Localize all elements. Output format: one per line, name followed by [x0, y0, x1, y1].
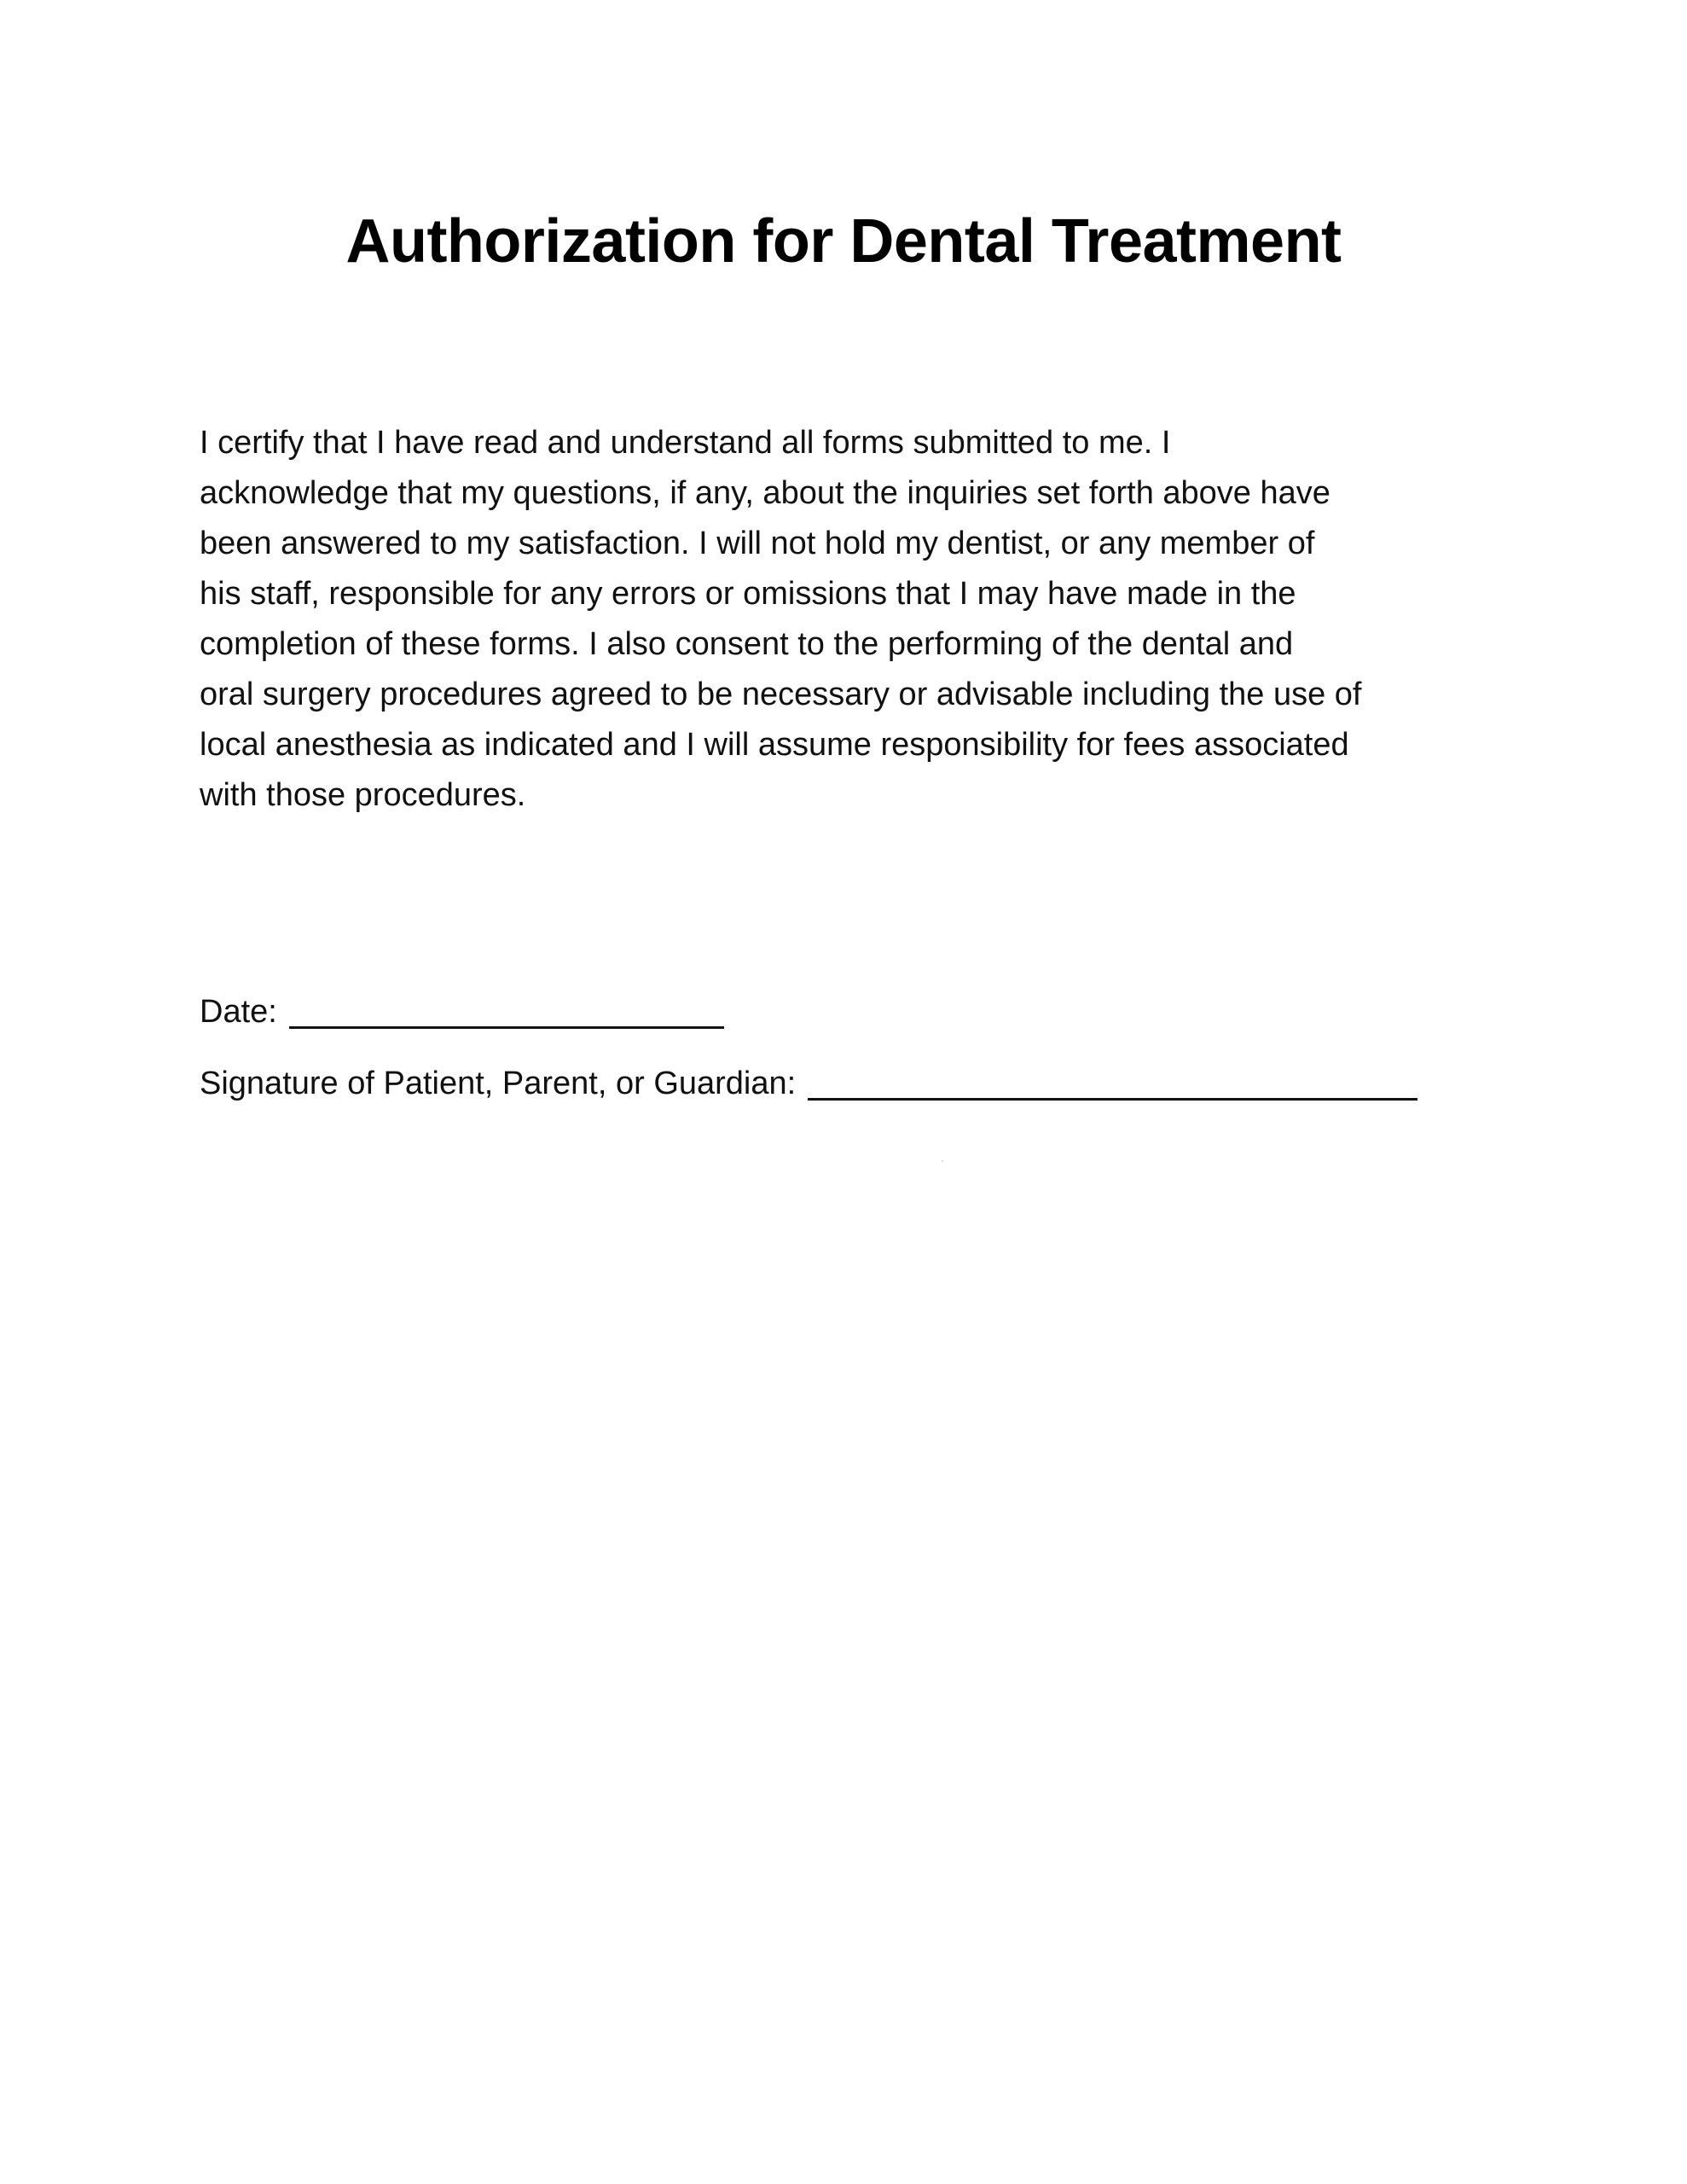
date-row: [200, 990, 724, 1034]
signature-field[interactable]: [808, 1064, 1417, 1101]
document-title: Authorization for Dental Treatment: [345, 207, 1342, 276]
consent-paragraph: [200, 418, 1504, 821]
paragraph-line: I certify that I have read and understand all forms submitted to me. I: [200, 425, 1171, 461]
date-label: Date:: [200, 994, 277, 1030]
scan-speck: [942, 1160, 943, 1162]
paragraph-line: local anesthesia as indicated and I will assume responsibility for fees associated: [200, 727, 1349, 763]
paragraph-line: been answered to my satisfaction. I will not hold my dentist, or any member of: [200, 526, 1315, 561]
signature-label: Signature of Patient, Parent, or Guardian:: [200, 1066, 797, 1101]
paragraph-line: with those procedures.: [200, 777, 526, 813]
signature-row: [200, 1061, 1417, 1106]
paragraph-line: oral surgery procedures agreed to be necessary or advisable including the use of: [200, 677, 1362, 712]
paragraph-line: completion of these forms. I also consent to the performing of the dental and: [200, 626, 1294, 662]
paragraph-line: his staff, responsible for any errors or omissions that I may have made in the: [200, 576, 1296, 612]
paragraph-line: acknowledge that my questions, if any, about the inquiries set forth above have: [200, 475, 1330, 511]
date-field[interactable]: [289, 992, 724, 1029]
